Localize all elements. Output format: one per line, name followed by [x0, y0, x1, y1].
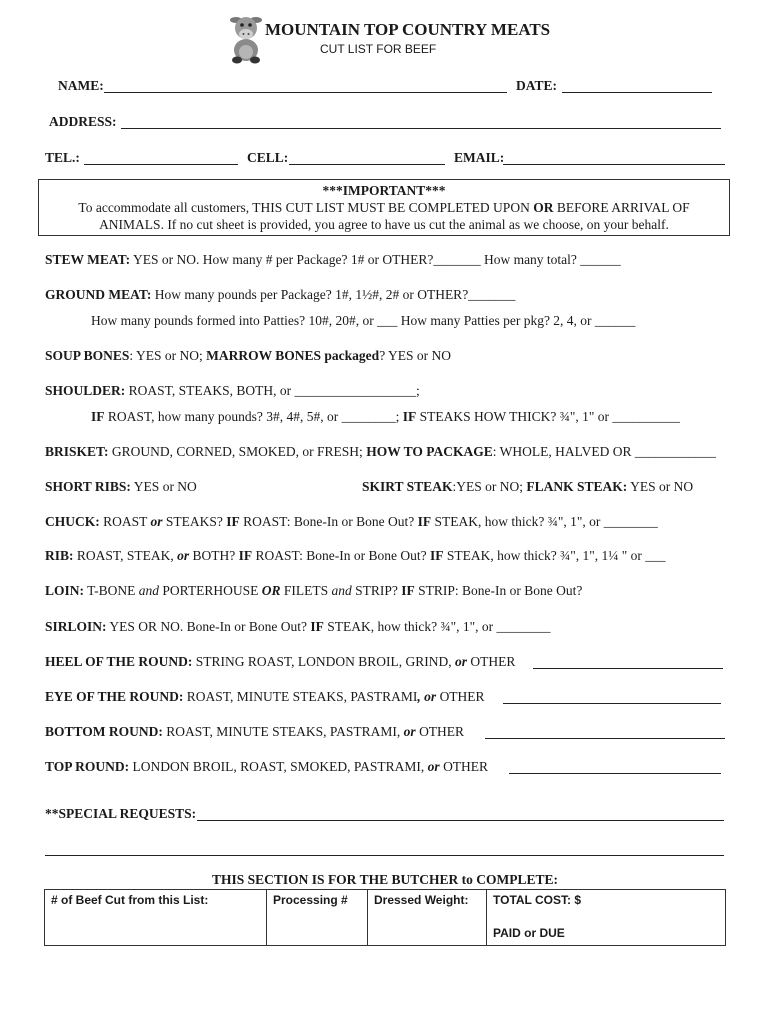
stew-meat-row: STEW MEAT: YES or NO. How many # per Package? 1# or OTHER?_______ How many total? ______ [45, 252, 621, 267]
shoulder-sub-row: IF ROAST, how many pounds? 3#, 4#, 5#, or ________; IF STEAKS HOW THICK? ¾", 1" or __________ [91, 409, 680, 424]
top-other-field[interactable] [509, 773, 721, 774]
name-label: NAME: [58, 78, 104, 93]
short-ribs-row: SHORT RIBS: YES or NO [45, 479, 197, 494]
email-label: EMAIL: [454, 150, 505, 165]
email-field[interactable] [503, 164, 725, 165]
total-cost-cell[interactable]: TOTAL COST: $ PAID or DUE [487, 890, 726, 946]
chuck-row: CHUCK: ROAST or STEAKS? IF ROAST: Bone-In or Bone Out? IF STEAK, how thick? ¾", 1", or ________ [45, 514, 658, 529]
important-line-2: ANIMALS. If no cut sheet is provided, you agree to have us cut the animal as we choose, on your behalf. [99, 217, 669, 232]
top-round-row: TOP ROUND: LONDON BROIL, ROAST, SMOKED, PASTRAMI, or OTHER [45, 759, 489, 774]
butcher-table [44, 889, 726, 946]
date-field[interactable] [562, 92, 712, 93]
important-notice [38, 179, 730, 236]
important-line-1: To accommodate all customers, THIS CUT LIST MUST BE COMPLETED UPON OR BEFORE ARRIVAL OF [78, 200, 690, 215]
form-title: MOUNTAIN TOP COUNTRY MEATS [265, 20, 551, 39]
name-field[interactable] [104, 92, 507, 93]
eye-other-field[interactable] [503, 703, 721, 704]
soup-bones-row: SOUP BONES: YES or NO; MARROW BONES packaged? YES or NO [45, 348, 452, 363]
bottom-round-row: BOTTOM ROUND: ROAST, MINUTE STEAKS, PASTRAMI, or OTHER [45, 724, 465, 739]
form-subtitle: CUT LIST FOR BEEF [320, 42, 437, 56]
address-label: ADDRESS: [49, 114, 117, 129]
sirloin-row: SIRLOIN: YES OR NO. Bone-In or Bone Out? IF STEAK, how thick? ¾", 1", or ________ [45, 619, 551, 634]
rib-row: RIB: ROAST, STEAK, or BOTH? IF ROAST: Bone-In or Bone Out? IF STEAK, how thick? ¾", 1", 1¼ " or ___ [45, 548, 666, 563]
loin-row: LOIN: T-BONE and PORTERHOUSE OR FILETS and STRIP? IF STRIP: Bone-In or Bone Out? [45, 583, 583, 598]
heel-of-round-row: HEEL OF THE ROUND: STRING ROAST, LONDON BROIL, GRIND, or OTHER [45, 654, 516, 669]
eye-of-round-row: EYE OF THE ROUND: ROAST, MINUTE STEAKS, PASTRAMI, or OTHER [45, 689, 485, 704]
shoulder-row: SHOULDER: ROAST, STEAKS, BOTH, or __________________; [45, 383, 420, 398]
beef-cut-count-cell[interactable]: # of Beef Cut from this List: [45, 890, 267, 946]
ground-meat-row: GROUND MEAT: How many pounds per Package? 1#, 1½#, 2# or OTHER?_______ [45, 287, 516, 302]
bottom-other-field[interactable] [485, 738, 725, 739]
cow-mascot-icon [229, 14, 263, 64]
brisket-row: BRISKET: GROUND, CORNED, SMOKED, or FRESH; HOW TO PACKAGE: WHOLE, HALVED OR ____________ [45, 444, 716, 459]
special-requests-field[interactable] [197, 820, 724, 821]
date-label: DATE: [516, 78, 558, 93]
cell-field[interactable] [289, 164, 445, 165]
cell-label: CELL: [247, 150, 289, 165]
processing-number-cell[interactable]: Processing # [267, 890, 368, 946]
heel-other-field[interactable] [533, 668, 723, 669]
patties-row: How many pounds formed into Patties? 10#, 20#, or ___ How many Patties per pkg? 2, 4, or ______ [91, 313, 636, 328]
tel-label: TEL.: [45, 150, 80, 165]
special-requests-field-2[interactable] [45, 855, 724, 856]
special-requests-label: **SPECIAL REQUESTS: [45, 806, 197, 821]
important-title: ***IMPORTANT*** [322, 183, 446, 198]
butcher-section-title: THIS SECTION IS FOR THE BUTCHER to COMPLETE: [212, 872, 558, 887]
tel-field[interactable] [84, 164, 238, 165]
dressed-weight-cell[interactable]: Dressed Weight: [368, 890, 487, 946]
skirt-flank-row: SKIRT STEAK:YES or NO; FLANK STEAK: YES or NO [362, 479, 694, 494]
address-field[interactable] [121, 128, 721, 129]
